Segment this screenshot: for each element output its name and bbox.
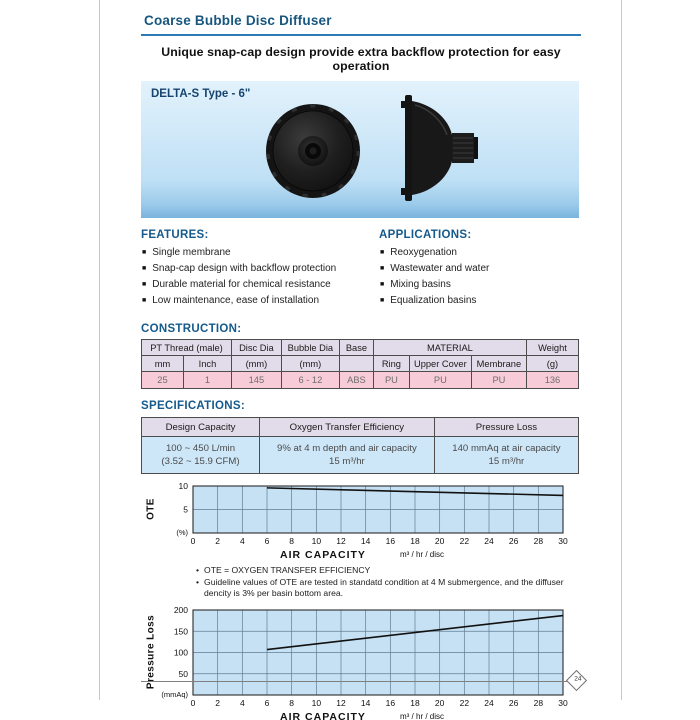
col-pressure-loss: Pressure Loss — [434, 418, 578, 437]
ote-line2: 15 m³/hr — [329, 456, 365, 467]
val-inch: 1 — [183, 372, 231, 389]
col-base: Base — [339, 340, 373, 356]
tagline: Unique snap-cap design provide extra backflow protection for easy operation — [161, 45, 561, 73]
y-axis-unit-label: (mmAq) — [161, 689, 188, 699]
features-applications-row — [141, 229, 581, 311]
application-item — [379, 279, 581, 292]
y-tick-label: 10 — [178, 481, 188, 491]
construction-header-row-2 — [142, 356, 579, 372]
x-tick-label: 0 — [190, 697, 196, 708]
x-tick-label: 14 — [360, 536, 371, 546]
col-pt-thread: PT Thread (male) — [142, 340, 232, 356]
applications-section — [379, 229, 581, 311]
specifications-table — [141, 417, 579, 474]
bullet-icon: • — [196, 577, 200, 588]
x-tick-label: 26 — [508, 536, 519, 546]
y-tick-label: 150 — [173, 625, 188, 636]
item-text: Durable material for chemical resistance — [152, 279, 331, 290]
x-tick-label: 16 — [385, 536, 396, 546]
page-number: 24 — [574, 675, 582, 683]
ote-line1: 9% at 4 m depth and air capacity — [277, 443, 417, 454]
val-pressure-loss — [434, 437, 578, 474]
y-axis-unit-label: (%) — [176, 528, 188, 537]
features-list — [141, 247, 379, 308]
item-text: Snap-cap design with backflow protection — [152, 263, 337, 274]
val-design-capacity — [142, 437, 260, 474]
note-item — [196, 577, 581, 599]
col-material: MATERIAL — [374, 340, 527, 356]
specs-data-row — [142, 437, 579, 474]
x-axis-label: AIR CAPACITY — [280, 549, 366, 561]
specifications-heading: SPECIFICATIONS: — [141, 400, 245, 412]
x-tick-label: 4 — [239, 536, 245, 546]
x-tick-label: 30 — [558, 697, 568, 708]
ote-chart — [141, 483, 581, 561]
application-item — [379, 295, 581, 308]
x-tick-label: 28 — [533, 697, 544, 708]
bullet-icon: ■ — [380, 248, 385, 256]
specifications-section — [141, 400, 581, 474]
x-tick-label: 8 — [289, 536, 295, 546]
page-title: Coarse Bubble Disc Diffuser — [144, 13, 332, 28]
bullet-icon: ■ — [142, 296, 147, 304]
x-tick-label: 2 — [215, 536, 221, 546]
bullet-icon: ■ — [380, 296, 385, 304]
val-disc-dia: 145 — [232, 372, 282, 389]
specs-header-row — [142, 418, 579, 437]
chart-notes — [196, 565, 581, 600]
col-inch: Inch — [183, 356, 231, 372]
page-content — [141, 0, 581, 720]
col-bubble-dia: Bubble Dia — [281, 340, 339, 356]
x-axis-label: AIR CAPACITY — [280, 710, 366, 720]
col-ring: Ring — [374, 356, 410, 372]
item-text: Wastewater and water — [390, 263, 490, 274]
y-tick-label: 200 — [173, 604, 188, 615]
x-tick-label: 22 — [459, 536, 470, 546]
document-page — [99, 0, 622, 720]
applications-list — [379, 247, 581, 308]
col-base-blank — [339, 356, 373, 372]
item-text: Low maintenance, ease of installation — [152, 295, 320, 306]
x-axis-unit-label: m³ / hr / disc — [400, 711, 445, 720]
y-tick-label: 50 — [178, 668, 188, 679]
feature-item — [141, 263, 379, 276]
col-design-capacity: Design Capacity — [142, 418, 260, 437]
x-tick-label: 22 — [459, 697, 470, 708]
footer-rule — [141, 681, 569, 682]
features-heading: FEATURES: — [141, 229, 209, 241]
val-oxygen-transfer-efficiency — [259, 437, 434, 474]
x-tick-label: 10 — [311, 536, 322, 546]
x-tick-label: 0 — [190, 536, 196, 546]
x-tick-label: 2 — [215, 697, 221, 708]
x-tick-label: 12 — [336, 536, 346, 546]
x-tick-label: 28 — [533, 536, 544, 546]
applications-heading: APPLICATIONS: — [379, 229, 472, 241]
feature-item — [141, 279, 379, 292]
pressure-loss-chart — [141, 604, 581, 720]
col-disc-dia-unit: (mm) — [232, 356, 282, 372]
x-axis-unit-label: m³ / hr / disc — [400, 550, 445, 559]
col-upper-cover: Upper Cover — [409, 356, 471, 372]
x-tick-label: 12 — [336, 697, 346, 708]
title-rule — [141, 34, 581, 36]
item-text: Single membrane — [152, 247, 231, 258]
col-mm: mm — [142, 356, 184, 372]
construction-table — [141, 339, 579, 389]
model-label: DELTA-S Type - 6" — [151, 88, 251, 100]
val-mm: 25 — [142, 372, 184, 389]
application-item — [379, 247, 581, 260]
pressure-loss-line2: 15 m³/hr — [488, 456, 525, 467]
ote-chart-plot — [141, 483, 581, 561]
construction-data-row — [142, 372, 579, 389]
note-item — [196, 565, 581, 576]
val-ring: PU — [374, 372, 410, 389]
item-text: Mixing basins — [390, 279, 451, 290]
col-oxygen-transfer-efficiency: Oxygen Transfer Efficiency — [259, 418, 434, 437]
application-item — [379, 263, 581, 276]
item-text: OTE = OXYGEN TRANSFER EFFICIENCY — [204, 565, 371, 575]
design-capacity-line1: 100 ~ 450 L/min — [165, 443, 236, 454]
x-tick-label: 6 — [264, 697, 270, 708]
design-capacity-line2: (3.52 ~ 15.9 CFM) — [161, 456, 240, 467]
x-tick-label: 14 — [360, 697, 371, 708]
val-upper-cover: PU — [409, 372, 471, 389]
x-tick-label: 16 — [385, 697, 396, 708]
diffuser-side-view-image — [399, 93, 489, 203]
x-tick-label: 18 — [410, 697, 420, 708]
val-bubble-dia: 6 - 12 — [281, 372, 339, 389]
feature-item — [141, 247, 379, 260]
y-tick-label: 5 — [183, 504, 188, 515]
col-weight: Weight — [526, 340, 578, 356]
construction-header-row-1 — [142, 340, 579, 356]
ote-chart-ylabel: OTE — [145, 498, 157, 520]
item-text: Reoxygenation — [390, 247, 457, 258]
x-tick-label: 30 — [558, 536, 568, 546]
col-membrane: Membrane — [471, 356, 526, 372]
x-tick-label: 24 — [484, 536, 494, 546]
x-tick-label: 4 — [239, 697, 245, 708]
x-tick-label: 20 — [434, 536, 445, 546]
construction-section — [141, 323, 581, 389]
bullet-icon: ■ — [380, 264, 385, 272]
x-tick-label: 20 — [434, 697, 445, 708]
feature-item — [141, 295, 379, 308]
bullet-icon: ■ — [142, 264, 147, 272]
col-bubble-dia-unit: (mm) — [281, 356, 339, 372]
val-base: ABS — [339, 372, 373, 389]
diffuser-front-view-image — [263, 101, 363, 201]
bullet-icon: ■ — [142, 248, 147, 256]
x-tick-label: 24 — [484, 697, 494, 708]
pressure-loss-chart-ylabel: Pressure Loss — [145, 614, 157, 689]
features-section — [141, 229, 379, 311]
item-text: Guideline values of OTE are tested in standatd condition at 4 M submergence, and the diffuser dencity is 3% per basin bottom area. — [204, 577, 564, 599]
construction-heading: CONSTRUCTION: — [141, 323, 242, 335]
bullet-icon: ■ — [380, 280, 385, 288]
item-text: Equalization basins — [390, 295, 477, 306]
val-membrane: PU — [471, 372, 526, 389]
x-tick-label: 8 — [289, 697, 295, 708]
col-weight-unit: (g) — [526, 356, 578, 372]
x-tick-label: 6 — [264, 536, 270, 546]
pressure-loss-line1: 140 mmAq at air capacity — [452, 443, 561, 454]
x-tick-label: 26 — [508, 697, 519, 708]
val-weight: 136 — [526, 372, 578, 389]
product-image-panel — [141, 81, 579, 218]
bullet-icon: ■ — [142, 280, 147, 288]
pressure-loss-chart-plot — [141, 604, 581, 720]
bullet-icon: • — [196, 565, 200, 575]
x-tick-label: 10 — [311, 697, 322, 708]
col-disc-dia: Disc Dia — [232, 340, 282, 356]
y-tick-label: 100 — [173, 647, 188, 658]
x-tick-label: 18 — [410, 536, 420, 546]
